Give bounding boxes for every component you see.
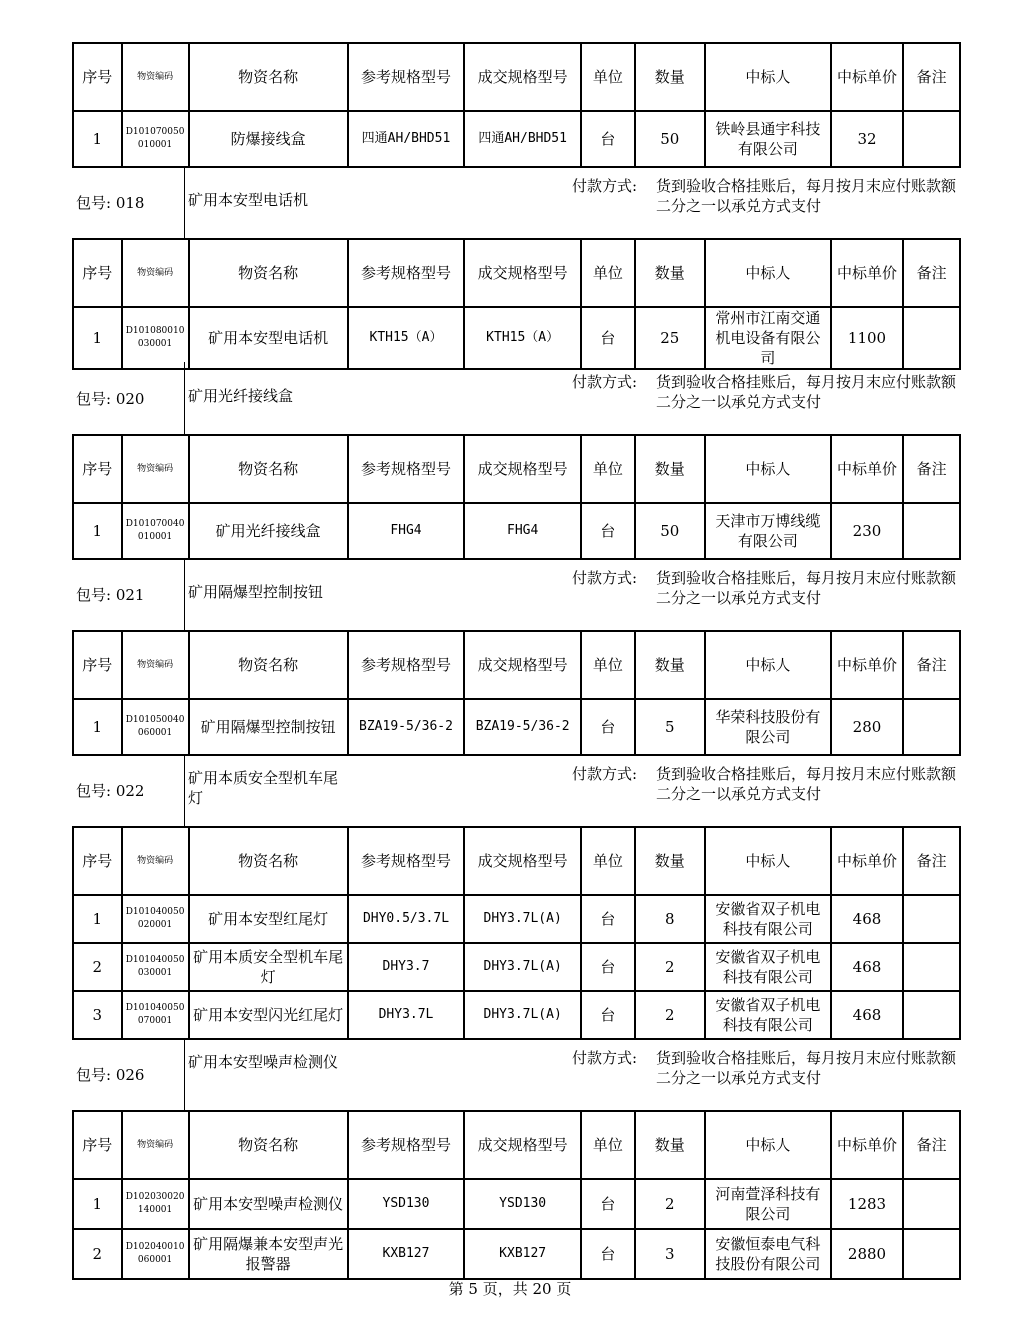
col-header-name: 物资名称 xyxy=(189,827,348,895)
col-header-price: 中标单价 xyxy=(831,827,903,895)
payment-text: 货到验收合格挂账后，每月按月末应付账款额二分之一以承兑方式支付 xyxy=(656,765,957,803)
header-row xyxy=(73,1111,960,1179)
items-table xyxy=(72,1110,961,1280)
table-row xyxy=(73,1179,960,1229)
payment-text: 货到验收合格挂账后，每月按月末应付账款额二分之一以承兑方式支付 xyxy=(656,373,957,411)
cell-qty: 3 xyxy=(635,1229,705,1279)
package-header xyxy=(72,166,961,238)
cell-ref-spec: FHG4 xyxy=(348,503,465,559)
col-header-qty: 数量 xyxy=(635,239,705,307)
table-row xyxy=(73,111,960,167)
header-row xyxy=(73,827,960,895)
cell-winner: 天津市万博线缆有限公司 xyxy=(705,503,831,559)
cell-code: D102040010060001 xyxy=(122,1229,189,1279)
cell-deal-spec: DHY3.7L(A) xyxy=(464,991,581,1039)
cell-seq: 1 xyxy=(73,503,122,559)
package-header xyxy=(72,558,961,630)
cell-qty: 25 xyxy=(635,307,705,369)
cell-note xyxy=(903,1229,960,1279)
cell-winner: 安徽省双子机电科技有限公司 xyxy=(705,895,831,943)
cell-winner: 铁岭县通宇科技有限公司 xyxy=(705,111,831,167)
divider xyxy=(184,558,185,630)
package-name: 矿用本质安全型机车尾灯 xyxy=(188,769,339,807)
divider xyxy=(184,362,185,434)
cell-unit: 台 xyxy=(581,699,635,755)
col-header-deal-spec: 成交规格型号 xyxy=(464,827,581,895)
cell-ref-spec: 四通AH/BHD51 xyxy=(348,111,465,167)
cell-deal-spec: BZA19-5/36-2 xyxy=(464,699,581,755)
payment-label: 付款方式: xyxy=(572,373,638,391)
package-number-value: 018 xyxy=(111,194,145,212)
col-header-deal-spec: 成交规格型号 xyxy=(464,631,581,699)
col-header-winner: 中标人 xyxy=(705,43,831,111)
package-number-value: 022 xyxy=(111,782,145,800)
col-header-name: 物资名称 xyxy=(189,631,348,699)
cell-unit: 台 xyxy=(581,943,635,991)
col-header-name: 物资名称 xyxy=(189,435,348,503)
cell-deal-spec: FHG4 xyxy=(464,503,581,559)
cell-code: D101080010030001 xyxy=(122,307,189,369)
cell-ref-spec: DHY3.7L xyxy=(348,991,465,1039)
col-header-qty: 数量 xyxy=(635,43,705,111)
col-header-code: 物资编码 xyxy=(122,631,189,699)
col-header-code: 物资编码 xyxy=(122,1111,189,1179)
col-header-name: 物资名称 xyxy=(189,43,348,111)
package-number xyxy=(76,1064,144,1085)
col-header-ref-spec: 参考规格型号 xyxy=(348,435,465,503)
cell-name: 矿用本安型电话机 xyxy=(189,307,348,369)
cell-winner: 华荣科技股份有限公司 xyxy=(705,699,831,755)
payment-terms xyxy=(572,568,958,608)
col-header-deal-spec: 成交规格型号 xyxy=(464,239,581,307)
package-number-value: 021 xyxy=(111,586,145,604)
cell-deal-spec: KXB127 xyxy=(464,1229,581,1279)
header-row xyxy=(73,239,960,307)
col-header-winner: 中标人 xyxy=(705,435,831,503)
cell-ref-spec: KTH15（A） xyxy=(348,307,465,369)
col-header-note: 备注 xyxy=(903,435,960,503)
cell-price: 468 xyxy=(831,991,903,1039)
cell-price: 468 xyxy=(831,895,903,943)
cell-price: 468 xyxy=(831,943,903,991)
cell-qty: 2 xyxy=(635,1179,705,1229)
cell-seq: 1 xyxy=(73,307,122,369)
header-row xyxy=(73,435,960,503)
cell-seq: 1 xyxy=(73,895,122,943)
col-header-code: 物资编码 xyxy=(122,827,189,895)
col-header-seq: 序号 xyxy=(73,827,122,895)
header-row xyxy=(73,631,960,699)
cell-name: 防爆接线盒 xyxy=(189,111,348,167)
package-header xyxy=(72,754,961,826)
cell-name: 矿用隔爆型控制按钮 xyxy=(189,699,348,755)
cell-code: D101070040010001 xyxy=(122,503,189,559)
table-row xyxy=(73,699,960,755)
cell-name: 矿用本安型噪声检测仪 xyxy=(189,1179,348,1229)
col-header-note: 备注 xyxy=(903,631,960,699)
cell-code: D101040050030001 xyxy=(122,943,189,991)
cell-ref-spec: DHY3.7 xyxy=(348,943,465,991)
package-number xyxy=(76,192,144,213)
cell-name: 矿用本安型闪光红尾灯 xyxy=(189,991,348,1039)
cell-unit: 台 xyxy=(581,1179,635,1229)
package-number xyxy=(76,388,144,409)
cell-ref-spec: YSD130 xyxy=(348,1179,465,1229)
col-header-ref-spec: 参考规格型号 xyxy=(348,827,465,895)
col-header-ref-spec: 参考规格型号 xyxy=(348,43,465,111)
col-header-qty: 数量 xyxy=(635,827,705,895)
cell-price: 1283 xyxy=(831,1179,903,1229)
package-name: 矿用本安型噪声检测仪 xyxy=(188,1053,339,1071)
cell-price: 280 xyxy=(831,699,903,755)
col-header-deal-spec: 成交规格型号 xyxy=(464,1111,581,1179)
col-header-seq: 序号 xyxy=(73,1111,122,1179)
table-row xyxy=(73,943,960,991)
payment-terms xyxy=(572,764,958,804)
cell-note xyxy=(903,111,960,167)
payment-terms xyxy=(572,176,958,216)
col-header-unit: 单位 xyxy=(581,239,635,307)
items-table xyxy=(72,826,961,1040)
col-header-name: 物资名称 xyxy=(189,1111,348,1179)
col-header-name: 物资名称 xyxy=(189,239,348,307)
cell-price: 32 xyxy=(831,111,903,167)
col-header-unit: 单位 xyxy=(581,1111,635,1179)
package-number xyxy=(76,584,144,605)
payment-text: 货到验收合格挂账后，每月按月末应付账款额二分之一以承兑方式支付 xyxy=(656,1049,957,1087)
payment-terms xyxy=(572,372,958,412)
package-label: 包号: xyxy=(76,1066,112,1084)
cell-note xyxy=(903,503,960,559)
cell-deal-spec: DHY3.7L(A) xyxy=(464,895,581,943)
cell-note xyxy=(903,895,960,943)
cell-price: 230 xyxy=(831,503,903,559)
package-header xyxy=(72,1038,961,1110)
cell-winner: 安徽省双子机电科技有限公司 xyxy=(705,943,831,991)
col-header-price: 中标单价 xyxy=(831,43,903,111)
cell-seq: 3 xyxy=(73,991,122,1039)
table-row xyxy=(73,307,960,369)
payment-text: 货到验收合格挂账后，每月按月末应付账款额二分之一以承兑方式支付 xyxy=(656,569,957,607)
payment-label: 付款方式: xyxy=(572,1049,638,1067)
col-header-qty: 数量 xyxy=(635,631,705,699)
cell-unit: 台 xyxy=(581,307,635,369)
col-header-ref-spec: 参考规格型号 xyxy=(348,631,465,699)
package-name: 矿用隔爆型控制按钮 xyxy=(188,583,324,601)
items-table xyxy=(72,630,961,756)
payment-label: 付款方式: xyxy=(572,765,638,783)
col-header-price: 中标单价 xyxy=(831,239,903,307)
cell-seq: 1 xyxy=(73,111,122,167)
package-number xyxy=(76,780,144,801)
cell-deal-spec: YSD130 xyxy=(464,1179,581,1229)
col-header-unit: 单位 xyxy=(581,435,635,503)
cell-code: D101040050020001 xyxy=(122,895,189,943)
divider xyxy=(184,166,185,238)
cell-deal-spec: DHY3.7L(A) xyxy=(464,943,581,991)
cell-note xyxy=(903,943,960,991)
table-row xyxy=(73,895,960,943)
col-header-code: 物资编码 xyxy=(122,239,189,307)
cell-code: D101040050070001 xyxy=(122,991,189,1039)
package-label: 包号: xyxy=(76,390,112,408)
cell-winner: 常州市江南交通机电设备有限公司 xyxy=(705,307,831,369)
cell-deal-spec: 四通AH/BHD51 xyxy=(464,111,581,167)
divider xyxy=(184,1038,185,1110)
cell-name: 矿用本安型红尾灯 xyxy=(189,895,348,943)
cell-deal-spec: KTH15（A） xyxy=(464,307,581,369)
cell-note xyxy=(903,1179,960,1229)
col-header-winner: 中标人 xyxy=(705,631,831,699)
cell-qty: 50 xyxy=(635,111,705,167)
cell-code: D101050040060001 xyxy=(122,699,189,755)
col-header-note: 备注 xyxy=(903,239,960,307)
items-table xyxy=(72,238,961,370)
col-header-price: 中标单价 xyxy=(831,435,903,503)
cell-price: 2880 xyxy=(831,1229,903,1279)
package-label: 包号: xyxy=(76,586,112,604)
cell-seq: 2 xyxy=(73,943,122,991)
package-label: 包号: xyxy=(76,782,112,800)
package-header xyxy=(72,362,961,434)
cell-unit: 台 xyxy=(581,991,635,1039)
package-name: 矿用光纤接线盒 xyxy=(188,387,294,405)
cell-name: 矿用光纤接线盒 xyxy=(189,503,348,559)
col-header-note: 备注 xyxy=(903,43,960,111)
col-header-winner: 中标人 xyxy=(705,1111,831,1179)
cell-seq: 2 xyxy=(73,1229,122,1279)
items-table xyxy=(72,434,961,560)
payment-text: 货到验收合格挂账后，每月按月末应付账款额二分之一以承兑方式支付 xyxy=(656,177,957,215)
cell-qty: 2 xyxy=(635,943,705,991)
cell-price: 1100 xyxy=(831,307,903,369)
cell-unit: 台 xyxy=(581,111,635,167)
col-header-unit: 单位 xyxy=(581,827,635,895)
cell-unit: 台 xyxy=(581,503,635,559)
cell-unit: 台 xyxy=(581,895,635,943)
col-header-qty: 数量 xyxy=(635,1111,705,1179)
col-header-qty: 数量 xyxy=(635,435,705,503)
cell-seq: 1 xyxy=(73,1179,122,1229)
col-header-ref-spec: 参考规格型号 xyxy=(348,239,465,307)
cell-winner: 安徽恒泰电气科技股份有限公司 xyxy=(705,1229,831,1279)
cell-note xyxy=(903,991,960,1039)
col-header-seq: 序号 xyxy=(73,435,122,503)
package-number-value: 020 xyxy=(111,390,145,408)
cell-winner: 河南萱泽科技有限公司 xyxy=(705,1179,831,1229)
payment-terms xyxy=(572,1048,958,1088)
divider xyxy=(184,754,185,826)
col-header-seq: 序号 xyxy=(73,631,122,699)
col-header-seq: 序号 xyxy=(73,43,122,111)
items-table xyxy=(72,42,961,168)
package-label: 包号: xyxy=(76,194,112,212)
col-header-price: 中标单价 xyxy=(831,1111,903,1179)
cell-note xyxy=(903,699,960,755)
package-name: 矿用本安型电话机 xyxy=(188,191,309,209)
cell-qty: 8 xyxy=(635,895,705,943)
cell-code: D102030020140001 xyxy=(122,1179,189,1229)
cell-winner: 安徽省双子机电科技有限公司 xyxy=(705,991,831,1039)
cell-note xyxy=(903,307,960,369)
page-footer: 第 5 页，共 20 页 xyxy=(448,1280,572,1298)
package-number-value: 026 xyxy=(111,1066,145,1084)
col-header-note: 备注 xyxy=(903,827,960,895)
col-header-unit: 单位 xyxy=(581,43,635,111)
col-header-seq: 序号 xyxy=(73,239,122,307)
table-row xyxy=(73,503,960,559)
cell-unit: 台 xyxy=(581,1229,635,1279)
col-header-code: 物资编码 xyxy=(122,43,189,111)
col-header-price: 中标单价 xyxy=(831,631,903,699)
table-row xyxy=(73,1229,960,1279)
col-header-winner: 中标人 xyxy=(705,827,831,895)
cell-qty: 50 xyxy=(635,503,705,559)
table-row xyxy=(73,991,960,1039)
cell-qty: 5 xyxy=(635,699,705,755)
col-header-deal-spec: 成交规格型号 xyxy=(464,435,581,503)
cell-name: 矿用隔爆兼本安型声光报警器 xyxy=(189,1229,348,1279)
payment-label: 付款方式: xyxy=(572,177,638,195)
col-header-unit: 单位 xyxy=(581,631,635,699)
col-header-code: 物资编码 xyxy=(122,435,189,503)
cell-seq: 1 xyxy=(73,699,122,755)
cell-ref-spec: BZA19-5/36-2 xyxy=(348,699,465,755)
cell-ref-spec: DHY0.5/3.7L xyxy=(348,895,465,943)
col-header-note: 备注 xyxy=(903,1111,960,1179)
col-header-deal-spec: 成交规格型号 xyxy=(464,43,581,111)
col-header-ref-spec: 参考规格型号 xyxy=(348,1111,465,1179)
cell-name: 矿用本质安全型机车尾灯 xyxy=(189,943,348,991)
col-header-winner: 中标人 xyxy=(705,239,831,307)
header-row xyxy=(73,43,960,111)
cell-qty: 2 xyxy=(635,991,705,1039)
cell-ref-spec: KXB127 xyxy=(348,1229,465,1279)
payment-label: 付款方式: xyxy=(572,569,638,587)
cell-code: D101070050010001 xyxy=(122,111,189,167)
